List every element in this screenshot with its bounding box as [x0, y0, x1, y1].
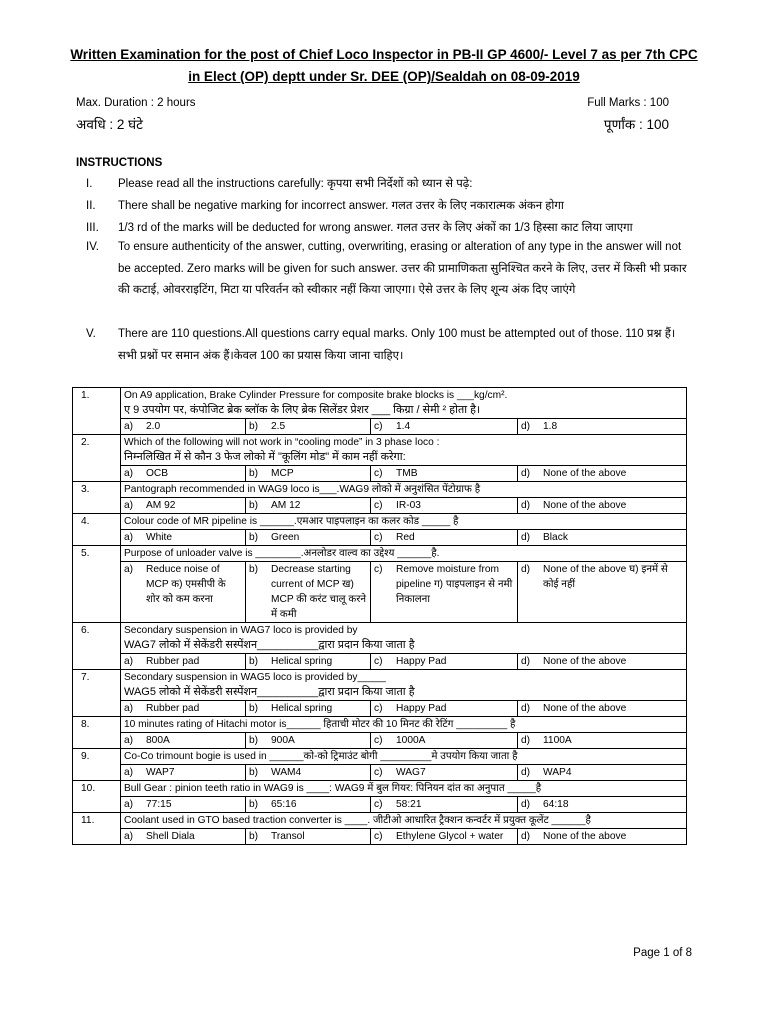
question-number: 9.	[73, 749, 121, 781]
option-text: None of the above	[543, 500, 627, 511]
question-text	[121, 546, 687, 562]
option[interactable]	[518, 562, 687, 623]
question-row	[73, 813, 687, 829]
option-text: Remove moisture from pipeline ग) पाइपलाइन से नमी निकालना	[396, 564, 513, 605]
option[interactable]	[518, 765, 687, 781]
option-key: a)	[124, 500, 134, 511]
option-text: TMB	[396, 468, 418, 479]
option-key: c)	[374, 564, 383, 575]
option-text: WAP4	[543, 767, 572, 778]
option[interactable]	[121, 562, 246, 623]
option-text: 800A	[146, 735, 170, 746]
option[interactable]	[518, 701, 687, 717]
question-en: Coolant used in GTO based traction converter is ____. जीटीओ आधारित ट्रैक्शन कन्वर्टर में प्रयुक्त कूलेंट ______है	[124, 815, 591, 826]
option-key: b)	[249, 421, 259, 432]
options-row	[73, 562, 687, 623]
instruction-num: II.	[86, 200, 96, 212]
option-text: Green	[271, 532, 300, 543]
option[interactable]	[371, 419, 518, 435]
options-row	[73, 797, 687, 813]
option-key: a)	[124, 532, 134, 543]
question-en: On A9 application, Brake Cylinder Pressure for composite brake blocks is ___kg/cm².	[124, 390, 508, 401]
question-en: Co-Co trimount bogie is used in ______को-को ट्रिमाउंट बोगी _________मे उपयोग किया जाता है	[124, 751, 518, 762]
option[interactable]	[371, 498, 518, 514]
question-row	[73, 482, 687, 498]
option[interactable]	[371, 765, 518, 781]
option-key: c)	[374, 468, 383, 479]
question-row	[73, 781, 687, 797]
option-key: a)	[124, 799, 134, 810]
option-key: d)	[521, 532, 531, 543]
option-text: MCP	[271, 468, 294, 479]
option[interactable]	[246, 733, 371, 749]
option[interactable]	[371, 466, 518, 482]
option-text: Reduce noise of MCP क) एमसीपी के शोर को कम करना	[146, 564, 226, 605]
page-number: Page 1 of 8	[633, 947, 692, 959]
options-row	[73, 498, 687, 514]
option[interactable]	[371, 530, 518, 546]
option-text: 1000A	[396, 735, 426, 746]
option-text: Red	[396, 532, 415, 543]
question-row	[73, 546, 687, 562]
question-text	[121, 514, 687, 530]
option[interactable]	[121, 498, 246, 514]
question-en: Pantograph recommended in WAG9 loco is___.WAG9 लोको में अनुशंसित पेंटोग्राफ है	[124, 484, 481, 495]
question-text	[121, 482, 687, 498]
option-key: d)	[521, 799, 531, 810]
option[interactable]	[121, 765, 246, 781]
option-text: None of the above	[543, 831, 627, 842]
option-key: c)	[374, 799, 383, 810]
instruction-item	[76, 237, 696, 302]
option[interactable]	[121, 654, 246, 670]
full-marks-hi: पूर्णांक : 100	[603, 117, 669, 132]
option-text: 65:16	[271, 799, 297, 810]
question-row	[73, 435, 687, 466]
question-hi: ए 9 उपयोग पर, कंपोजिट ब्रेक ब्लॉक के लिए ब्रेक सिलेंडर प्रेशर ___ किग्रा / सेमी ² होता है।	[124, 404, 481, 416]
option-key: b)	[249, 656, 259, 667]
meta-row-hi	[76, 115, 669, 133]
option-key: b)	[249, 703, 259, 714]
options-row	[73, 829, 687, 845]
option-key: b)	[249, 767, 259, 778]
option-key: b)	[249, 564, 259, 575]
option-key: c)	[374, 656, 383, 667]
option-key: d)	[521, 468, 531, 479]
option-key: d)	[521, 656, 531, 667]
option-key: a)	[124, 831, 134, 842]
option[interactable]	[246, 829, 371, 845]
question-hi: WAG7 लोको में सेकेंडरी सस्पेंशन__________द्वारा प्रदान किया जाता है	[124, 639, 415, 651]
option-key: b)	[249, 735, 259, 746]
option[interactable]	[121, 530, 246, 546]
option[interactable]	[246, 654, 371, 670]
option[interactable]	[371, 562, 518, 623]
question-hi: WAG5 लोको में सेकेंडरी सस्पेंशन__________द्वारा प्रदान किया जाता है	[124, 686, 415, 698]
instruction-item	[76, 196, 696, 218]
options-row	[73, 701, 687, 717]
exam-title	[40, 44, 728, 88]
option[interactable]	[121, 701, 246, 717]
option[interactable]	[246, 466, 371, 482]
option-key: c)	[374, 703, 383, 714]
question-number: 5.	[73, 546, 121, 623]
question-text	[121, 670, 687, 701]
option-text: 58:21	[396, 799, 422, 810]
full-marks-en: Full Marks : 100	[587, 97, 669, 109]
question-row	[73, 623, 687, 654]
options-row	[73, 733, 687, 749]
question-number: 2.	[73, 435, 121, 482]
instruction-text: There are 110 questions.All questions carry equal marks. Only 100 must be attempted out of those. 110 प्रश्न हैं। सभी प्रश्नों पर समान अंक हैं।केवल 100 का प्रयास किया जाना चाहिए।	[118, 328, 676, 362]
option-key: a)	[124, 421, 134, 432]
option-text: 64:18	[543, 799, 569, 810]
option-key: a)	[124, 468, 134, 479]
question-en: Secondary suspension in WAG5 loco is provided by_____	[124, 672, 386, 683]
question-hi: निम्नलिखित में से कौन 3 फेज लोको में "कूलिंग मोड" में काम नहीं करेगा:	[124, 451, 406, 463]
option-text: Ethylene Glycol + water	[396, 831, 504, 842]
option-key: d)	[521, 735, 531, 746]
option-key: d)	[521, 767, 531, 778]
option-text: Rubber pad	[146, 703, 200, 714]
option-text: None of the above	[543, 656, 627, 667]
option[interactable]	[121, 466, 246, 482]
option-key: a)	[124, 703, 134, 714]
option-text: Rubber pad	[146, 656, 200, 667]
question-en: Colour code of MR pipeline is ______.एमआर पाइपलाइन का कलर कोड _____ है	[124, 516, 459, 527]
option[interactable]	[518, 654, 687, 670]
option-key: d)	[521, 564, 531, 575]
title-line-2: in Elect (OP) deptt under Sr. DEE (OP)/Sealdah on 08-09-2019	[188, 69, 580, 84]
question-en: 10 minutes rating of Hitachi motor is______ हिताची मोटर की 10 मिनट की रेटिंग _________ है	[124, 719, 516, 730]
option-text: None of the above	[543, 468, 627, 479]
option-text: 2.0	[146, 421, 161, 432]
option-key: b)	[249, 532, 259, 543]
option-text: WAM4	[271, 767, 302, 778]
option-text: WAP7	[146, 767, 175, 778]
question-row	[73, 717, 687, 733]
question-number: 6.	[73, 623, 121, 670]
option-key: c)	[374, 735, 383, 746]
duration-hi: अवधि : 2 घंटे	[76, 117, 143, 132]
option[interactable]	[518, 829, 687, 845]
option[interactable]	[246, 797, 371, 813]
option-key: d)	[521, 831, 531, 842]
option[interactable]	[246, 419, 371, 435]
options-row	[73, 530, 687, 546]
option[interactable]	[518, 530, 687, 546]
question-text	[121, 435, 687, 466]
instruction-text: Please read all the instructions carefully: कृपया सभी निर्देशों को ध्यान से पढ़े:	[118, 178, 473, 190]
option-text: 900A	[271, 735, 295, 746]
option-key: d)	[521, 703, 531, 714]
instruction-num: III.	[86, 222, 99, 234]
option-key: d)	[521, 500, 531, 511]
options-row	[73, 654, 687, 670]
option-text: 77:15	[146, 799, 172, 810]
title-line-1: Written Examination for the post of Chief Loco Inspector in PB-II GP 4600/- Level 7 as per 7th CPC	[70, 47, 698, 62]
question-number: 8.	[73, 717, 121, 749]
question-number: 1.	[73, 388, 121, 435]
options-row	[73, 466, 687, 482]
options-row	[73, 765, 687, 781]
instruction-text: There shall be negative marking for incorrect answer. गलत उत्तर के लिए नकारात्मक अंकन होगा	[118, 200, 564, 212]
question-en: Which of the following will not work in “cooling mode” in 3 phase loco :	[124, 437, 440, 448]
option[interactable]	[371, 701, 518, 717]
question-text	[121, 749, 687, 765]
option-key: c)	[374, 421, 383, 432]
option-text: AM 92	[146, 500, 176, 511]
question-en: Bull Gear : pinion teeth ratio in WAG9 is ____: WAG9 में बुल गियर: पिनियन दांत का अनुपात _____है	[124, 783, 542, 794]
option[interactable]	[518, 466, 687, 482]
option-text: Happy Pad	[396, 656, 447, 667]
option[interactable]	[518, 733, 687, 749]
question-en: Secondary suspension in WAG7 loco is provided by	[124, 625, 358, 636]
question-number: 7.	[73, 670, 121, 717]
question-row	[73, 514, 687, 530]
option-text: OCB	[146, 468, 169, 479]
option[interactable]	[246, 701, 371, 717]
option-key: c)	[374, 831, 383, 842]
question-row	[73, 670, 687, 701]
option[interactable]	[246, 498, 371, 514]
question-row	[73, 388, 687, 419]
option-key: c)	[374, 767, 383, 778]
option-key: b)	[249, 468, 259, 479]
option-text: 2.5	[271, 421, 286, 432]
instruction-item	[76, 324, 696, 367]
meta-row-en	[76, 97, 669, 109]
option-key: a)	[124, 735, 134, 746]
option-key: d)	[521, 421, 531, 432]
option[interactable]	[246, 765, 371, 781]
option-text: Black	[543, 532, 568, 543]
option-text: Decrease starting current of MCP ख) MCP की करंट चालू करने में कमी	[271, 564, 367, 620]
question-row	[73, 749, 687, 765]
option[interactable]	[371, 654, 518, 670]
options-row	[73, 419, 687, 435]
option[interactable]	[246, 562, 371, 623]
option[interactable]	[371, 797, 518, 813]
instructions-heading: INSTRUCTIONS	[76, 157, 163, 169]
option-key: a)	[124, 564, 134, 575]
questions-table	[72, 387, 687, 845]
instruction-num: IV.	[86, 241, 100, 253]
option-text: Helical spring	[271, 656, 333, 667]
question-text	[121, 388, 687, 419]
option-key: a)	[124, 656, 134, 667]
option[interactable]	[121, 419, 246, 435]
option-key: a)	[124, 767, 134, 778]
option[interactable]	[518, 797, 687, 813]
question-text	[121, 781, 687, 797]
option[interactable]	[246, 530, 371, 546]
instruction-text: 1/3 rd of the marks will be deducted for wrong answer. गलत उत्तर के लिए अंकों का 1/3 हिस्सा काट लिया जाएगा	[118, 222, 633, 234]
option-text: None of the above घ) इनमें से कोई नहीं	[543, 564, 668, 590]
option-key: b)	[249, 799, 259, 810]
option-text: Transol	[271, 831, 305, 842]
option-text: Happy Pad	[396, 703, 447, 714]
question-number: 11.	[73, 813, 121, 845]
instruction-text: To ensure authenticity of the answer, cutting, overwriting, erasing or alteration of any type in the answer will not be accepted. Zero marks will be given for such answer. उत्तर की प्रामाणिकता सुनिश्चित करने के लिए, उत्तर में किसी भी प्रकार की कटाई, ओवरराइटिंग, मिटा या परिवर्तन को स्वीकार नहीं किया जाएगा। ऐसे उत्तर के लिए शून्य अंक दिए जाएंगे	[118, 241, 687, 296]
question-text	[121, 623, 687, 654]
option-key: c)	[374, 500, 383, 511]
option-key: b)	[249, 500, 259, 511]
instruction-num: V.	[86, 328, 96, 340]
option[interactable]	[371, 733, 518, 749]
question-number: 3.	[73, 482, 121, 514]
instruction-item	[76, 174, 696, 196]
option[interactable]	[121, 733, 246, 749]
instruction-num: I.	[86, 178, 93, 190]
option-text: WAG7	[396, 767, 426, 778]
option[interactable]	[121, 829, 246, 845]
question-en: Purpose of unloader valve is ________.अनलोडर वाल्व का उद्देश्य ______है.	[124, 548, 440, 559]
option[interactable]	[518, 498, 687, 514]
duration-en: Max. Duration : 2 hours	[76, 97, 196, 109]
option-text: IR-03	[396, 500, 421, 511]
option-text: Helical spring	[271, 703, 333, 714]
option-key: c)	[374, 532, 383, 543]
option-text: 1.8	[543, 421, 558, 432]
question-number: 4.	[73, 514, 121, 546]
question-text	[121, 813, 687, 829]
option-text: 1100A	[543, 735, 572, 746]
option-text: None of the above	[543, 703, 627, 714]
option-text: White	[146, 532, 173, 543]
option[interactable]	[518, 419, 687, 435]
question-text	[121, 717, 687, 733]
option-key: b)	[249, 831, 259, 842]
option-text: Shell Diala	[146, 831, 195, 842]
option-text: AM 12	[271, 500, 301, 511]
question-number: 10.	[73, 781, 121, 813]
option-text: 1.4	[396, 421, 411, 432]
option[interactable]	[121, 797, 246, 813]
option[interactable]	[371, 829, 518, 845]
